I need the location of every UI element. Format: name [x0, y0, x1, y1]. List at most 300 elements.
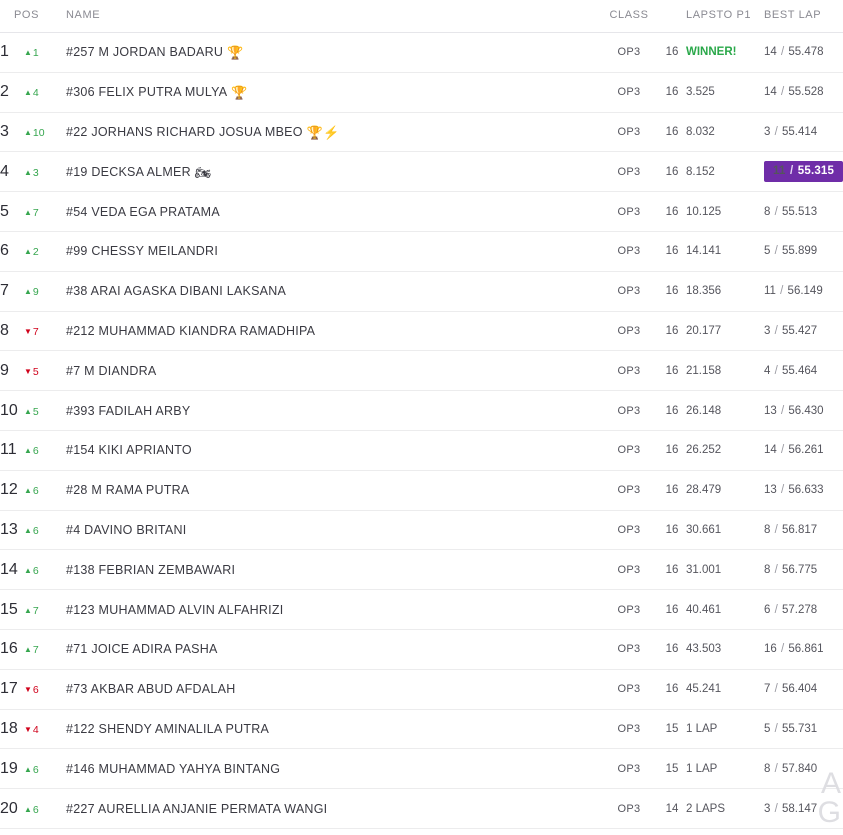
- cell-name: [66, 112, 600, 152]
- cell-best-lap: [764, 311, 843, 351]
- cell-gap-to-p1: 10.125: [686, 192, 764, 232]
- best-lap-separator: /: [786, 165, 797, 178]
- best-lap-number: 6: [764, 603, 771, 616]
- best-lap-separator: /: [771, 603, 781, 616]
- best-lap-value: [764, 405, 824, 417]
- driver-name: #22 JORHANS RICHARD JOSUA MBEO: [66, 124, 303, 139]
- best-lap-number: 14: [764, 46, 777, 59]
- cell-gap-to-p1: 3.525: [686, 72, 764, 112]
- arrow-down-icon: ▼: [24, 366, 32, 376]
- table-row[interactable]: [0, 311, 843, 351]
- best-lap-number: 8: [764, 563, 771, 576]
- cell-position: [0, 629, 66, 669]
- table-row[interactable]: [0, 271, 843, 311]
- best-lap-number: 11: [773, 165, 786, 178]
- position-number: 20: [0, 799, 18, 817]
- cell-gap-to-p1: 1 LAP: [686, 709, 764, 749]
- cell-name: [66, 271, 600, 311]
- column-header-laps[interactable]: [658, 0, 686, 33]
- cell-laps: 16: [658, 271, 686, 311]
- best-lap-time: 56.775: [782, 563, 818, 576]
- best-lap-number: 4: [764, 364, 771, 377]
- cell-gap-to-p1: 26.148: [686, 391, 764, 431]
- best-lap-number: 11: [764, 285, 776, 298]
- best-lap-separator: /: [771, 523, 781, 536]
- position-loss-indicator: [24, 724, 39, 736]
- position-number: 6: [0, 242, 9, 260]
- cell-class: OP3: [600, 709, 658, 749]
- cell-laps: 14: [658, 789, 686, 829]
- position-gain-indicator: [24, 167, 39, 179]
- cell-class: OP3: [600, 629, 658, 669]
- best-lap-time: 55.464: [782, 364, 818, 377]
- driver-badge-icon: 🏆: [227, 45, 244, 61]
- table-row[interactable]: [0, 430, 843, 470]
- arrow-up-icon: ▲: [24, 48, 32, 58]
- cell-best-lap: [764, 430, 843, 470]
- cell-gap-to-p1: 43.503: [686, 629, 764, 669]
- best-lap-separator: /: [771, 245, 781, 258]
- table-row[interactable]: [0, 590, 843, 630]
- cell-class: OP3: [600, 669, 658, 709]
- best-lap-value: [764, 564, 817, 576]
- table-row[interactable]: [0, 192, 843, 232]
- position-number: 1: [0, 43, 9, 61]
- position-delta-value: 5: [32, 405, 39, 418]
- cell-gap-to-p1: 18.356: [686, 271, 764, 311]
- cell-class: OP3: [600, 550, 658, 590]
- column-header-lapsto-p1[interactable]: LAPSTO P1: [686, 0, 764, 33]
- best-lap-value: [764, 604, 817, 616]
- position-delta-value: 10: [32, 126, 45, 139]
- best-lap-number: 13: [764, 484, 777, 497]
- position-number: 12: [0, 481, 18, 499]
- cell-best-lap: [764, 789, 843, 829]
- cell-best-lap: [764, 152, 843, 192]
- position-number: 3: [0, 122, 9, 140]
- cell-class: OP3: [600, 72, 658, 112]
- best-lap-separator: /: [777, 404, 788, 417]
- best-lap-time: 56.404: [782, 683, 818, 696]
- arrow-up-icon: ▲: [24, 207, 32, 217]
- cell-class: OP3: [600, 192, 658, 232]
- position-number: 5: [0, 202, 9, 220]
- position-delta-value: 7: [32, 644, 39, 657]
- cell-class: OP3: [600, 590, 658, 630]
- cell-best-lap: [764, 72, 843, 112]
- arrow-up-icon: ▲: [24, 764, 32, 774]
- cell-best-lap: [764, 33, 843, 73]
- best-lap-time: 56.817: [782, 523, 818, 536]
- driver-name: #212 MUHAMMAD KIANDRA RAMADHIPA: [66, 323, 316, 338]
- best-lap-separator: /: [777, 86, 788, 99]
- cell-best-lap: [764, 550, 843, 590]
- cell-laps: 15: [658, 709, 686, 749]
- best-lap-value: [764, 46, 824, 58]
- column-header-class[interactable]: CLASS: [600, 0, 658, 33]
- cell-gap-to-p1: 8.152: [686, 152, 764, 192]
- cell-best-lap: [764, 590, 843, 630]
- best-lap-value: [764, 524, 817, 536]
- position-number: 7: [0, 282, 9, 300]
- cell-position: [0, 311, 66, 351]
- best-lap-number: 14: [764, 444, 777, 457]
- cell-name: [66, 749, 600, 789]
- best-lap-number: 3: [764, 324, 771, 337]
- arrow-up-icon: ▲: [24, 525, 32, 535]
- position-number: 14: [0, 560, 18, 578]
- best-lap-separator: /: [777, 444, 788, 457]
- best-lap-number: 3: [764, 802, 771, 815]
- cell-position: [0, 550, 66, 590]
- driver-name: #7 M DIANDRA: [66, 363, 157, 378]
- cell-best-lap: [764, 231, 843, 271]
- position-gain-indicator: [24, 485, 39, 497]
- table-header: [0, 0, 843, 33]
- position-number: 10: [0, 401, 18, 419]
- best-lap-time: 55.315: [797, 165, 835, 178]
- best-lap-time: 57.278: [782, 603, 818, 616]
- best-lap-value: [764, 285, 823, 297]
- table-row[interactable]: [0, 669, 843, 709]
- cell-class: OP3: [600, 271, 658, 311]
- position-number: 11: [0, 441, 17, 459]
- best-lap-value: [764, 325, 817, 337]
- position-gain-indicator: [24, 286, 39, 298]
- position-delta-value: 6: [32, 524, 39, 537]
- cell-position: [0, 430, 66, 470]
- cell-name: [66, 231, 600, 271]
- table-row[interactable]: [0, 72, 843, 112]
- position-number: 9: [0, 361, 9, 379]
- arrow-up-icon: ▲: [24, 406, 32, 416]
- best-lap-time: 55.731: [782, 722, 818, 735]
- best-lap-time: 55.513: [782, 205, 818, 218]
- table-row[interactable]: [0, 550, 843, 590]
- cell-laps: 16: [658, 391, 686, 431]
- cell-gap-to-p1: 45.241: [686, 669, 764, 709]
- best-lap-time: 55.899: [782, 245, 818, 258]
- cell-best-lap: [764, 510, 843, 550]
- table-row[interactable]: [0, 510, 843, 550]
- table-row[interactable]: [0, 391, 843, 431]
- arrow-up-icon: ▲: [24, 446, 32, 456]
- best-lap-separator: /: [771, 563, 781, 576]
- best-lap-separator: /: [776, 285, 787, 298]
- cell-best-lap: [764, 470, 843, 510]
- best-lap-value: [764, 683, 817, 695]
- position-loss-indicator: [24, 684, 39, 696]
- arrow-up-icon: ▲: [24, 605, 32, 615]
- driver-name: #393 FADILAH ARBY: [66, 403, 191, 418]
- best-lap-time: 55.427: [782, 324, 818, 337]
- table-row[interactable]: [0, 33, 843, 73]
- position-delta-value: 6: [32, 803, 39, 816]
- cell-laps: 16: [658, 629, 686, 669]
- cell-position: [0, 391, 66, 431]
- cell-best-lap: [764, 271, 843, 311]
- best-lap-time: 55.414: [782, 125, 818, 138]
- best-lap-separator: /: [777, 643, 788, 656]
- position-gain-indicator: [24, 565, 39, 577]
- cell-gap-to-p1: 8.032: [686, 112, 764, 152]
- position-gain-indicator: [24, 644, 39, 656]
- cell-laps: 16: [658, 430, 686, 470]
- cell-best-lap: [764, 112, 843, 152]
- best-lap-number: 7: [764, 683, 771, 696]
- table-row[interactable]: [0, 231, 843, 271]
- cell-laps: 16: [658, 152, 686, 192]
- cell-gap-to-p1: 40.461: [686, 590, 764, 630]
- best-lap-value: [764, 723, 817, 735]
- cell-class: OP3: [600, 311, 658, 351]
- cell-name: [66, 311, 600, 351]
- best-lap-separator: /: [771, 364, 781, 377]
- position-gain-indicator: [24, 127, 45, 139]
- position-gain-indicator: [24, 445, 39, 457]
- cell-class: OP3: [600, 789, 658, 829]
- best-lap-separator: /: [771, 205, 781, 218]
- cell-laps: 16: [658, 470, 686, 510]
- position-number: 17: [0, 680, 18, 698]
- cell-position: [0, 33, 66, 73]
- best-lap-time: 56.861: [788, 643, 824, 656]
- position-number: 13: [0, 520, 18, 538]
- cell-position: [0, 510, 66, 550]
- cell-best-lap: [764, 669, 843, 709]
- best-lap-number: 8: [764, 523, 771, 536]
- position-delta-value: 6: [32, 445, 39, 458]
- best-lap-separator: /: [771, 683, 781, 696]
- cell-name: [66, 789, 600, 829]
- column-header-best-lap[interactable]: BEST LAP: [764, 0, 843, 33]
- cell-gap-to-p1: 2 LAPS: [686, 789, 764, 829]
- watermark-line-2: G: [817, 795, 841, 829]
- driver-badge-icon: 🏍: [194, 164, 212, 180]
- cell-position: [0, 112, 66, 152]
- position-gain-indicator: [24, 246, 39, 258]
- position-delta-value: 6: [32, 684, 39, 697]
- cell-winner-status: WINNER!: [686, 33, 764, 73]
- driver-name: #28 M RAMA PUTRA: [66, 483, 190, 498]
- cell-position: [0, 709, 66, 749]
- position-delta-value: 6: [32, 485, 39, 498]
- cell-laps: 15: [658, 749, 686, 789]
- best-lap-value: [764, 86, 824, 98]
- best-lap-separator: /: [771, 324, 781, 337]
- cell-class: OP3: [600, 112, 658, 152]
- position-loss-indicator: [24, 366, 39, 378]
- cell-class: OP3: [600, 510, 658, 550]
- cell-position: [0, 749, 66, 789]
- cell-name: [66, 192, 600, 232]
- best-lap-separator: /: [777, 46, 788, 59]
- column-header-name[interactable]: NAME: [66, 0, 600, 33]
- best-lap-value: [764, 484, 824, 496]
- cell-laps: 16: [658, 590, 686, 630]
- cell-class: OP3: [600, 231, 658, 271]
- best-lap-value: [764, 206, 817, 218]
- arrow-up-icon: ▲: [24, 486, 32, 496]
- table-row[interactable]: [0, 152, 843, 192]
- cell-laps: 16: [658, 192, 686, 232]
- best-lap-time: 56.430: [788, 404, 824, 417]
- cell-best-lap: [764, 709, 843, 749]
- cell-name: [66, 33, 600, 73]
- position-gain-indicator: [24, 804, 39, 816]
- best-lap-number: 5: [764, 722, 771, 735]
- arrow-up-icon: ▲: [24, 167, 32, 177]
- position-delta-value: 1: [32, 47, 39, 60]
- cell-laps: 16: [658, 351, 686, 391]
- watermark-line-1: A: [820, 767, 841, 800]
- cell-name: [66, 430, 600, 470]
- driver-badge-icon: 🏆⚡: [306, 124, 340, 140]
- position-delta-value: 5: [32, 365, 39, 378]
- driver-name: #154 KIKI APRIANTO: [66, 443, 192, 458]
- cell-best-lap: [764, 391, 843, 431]
- driver-name: #71 JOICE ADIRA PASHA: [66, 642, 218, 657]
- best-lap-separator: /: [771, 722, 781, 735]
- cell-laps: 16: [658, 231, 686, 271]
- cell-position: [0, 669, 66, 709]
- best-lap-number: 5: [764, 245, 771, 258]
- position-number: 18: [0, 719, 18, 737]
- position-delta-value: 9: [32, 286, 39, 299]
- driver-name: #257 M JORDAN BADARU: [66, 45, 224, 60]
- table-row[interactable]: [0, 789, 843, 829]
- best-lap-number: 13: [764, 404, 777, 417]
- cell-class: OP3: [600, 470, 658, 510]
- cell-gap-to-p1: 31.001: [686, 550, 764, 590]
- cell-best-lap: [764, 192, 843, 232]
- arrow-up-icon: ▲: [24, 247, 32, 257]
- driver-name: #306 FELIX PUTRA MULYA: [66, 85, 228, 100]
- best-lap-value: [764, 444, 824, 456]
- position-delta-value: 6: [32, 763, 39, 776]
- position-gain-indicator: [24, 87, 39, 99]
- position-delta-value: 4: [32, 723, 39, 736]
- table-row[interactable]: [0, 629, 843, 669]
- cell-laps: 16: [658, 311, 686, 351]
- position-delta-value: 4: [32, 87, 39, 100]
- arrow-up-icon: ▲: [24, 127, 32, 137]
- cell-best-lap: [764, 351, 843, 391]
- position-gain-indicator: [24, 605, 39, 617]
- cell-class: OP3: [600, 351, 658, 391]
- position-gain-indicator: [24, 406, 39, 418]
- driver-name: #19 DECKSA ALMER: [66, 164, 191, 179]
- position-number: 15: [0, 600, 18, 618]
- table-row[interactable]: [0, 749, 843, 789]
- driver-badge-icon: 🏆: [231, 85, 248, 101]
- driver-name: #38 ARAI AGASKA DIBANI LAKSANA: [66, 284, 287, 299]
- cell-position: [0, 590, 66, 630]
- cell-position: [0, 231, 66, 271]
- best-lap-number: 8: [764, 205, 771, 218]
- cell-laps: 16: [658, 550, 686, 590]
- position-number: 8: [0, 321, 9, 339]
- best-lap-separator: /: [771, 802, 781, 815]
- cell-position: [0, 789, 66, 829]
- cell-position: [0, 271, 66, 311]
- position-gain-indicator: [24, 525, 39, 537]
- table-row[interactable]: [0, 470, 843, 510]
- cell-position: [0, 152, 66, 192]
- arrow-up-icon: ▲: [24, 645, 32, 655]
- best-lap-time: 56.261: [788, 444, 824, 457]
- best-lap-time: 58.147: [782, 802, 818, 815]
- table-row[interactable]: [0, 112, 843, 152]
- driver-name: #122 SHENDY AMINALILA PUTRA: [66, 721, 270, 736]
- position-number: 19: [0, 759, 18, 777]
- best-lap-value: [764, 803, 817, 815]
- cell-gap-to-p1: 30.661: [686, 510, 764, 550]
- cell-laps: 16: [658, 669, 686, 709]
- best-lap-number: 14: [764, 86, 777, 99]
- cell-class: OP3: [600, 391, 658, 431]
- arrow-up-icon: ▲: [24, 88, 32, 98]
- table-row[interactable]: [0, 351, 843, 391]
- cell-gap-to-p1: 20.177: [686, 311, 764, 351]
- best-lap-time: 56.633: [788, 484, 824, 497]
- position-delta-value: 3: [32, 166, 39, 179]
- position-loss-indicator: [24, 326, 39, 338]
- position-delta-value: 6: [32, 564, 39, 577]
- cell-gap-to-p1: 14.141: [686, 231, 764, 271]
- best-lap-value: [764, 365, 817, 377]
- best-lap-value: [764, 763, 817, 775]
- cell-name: [66, 152, 600, 192]
- cell-name: [66, 470, 600, 510]
- arrow-down-icon: ▼: [24, 724, 32, 734]
- fastest-lap-highlight: [764, 161, 843, 182]
- cell-gap-to-p1: 1 LAP: [686, 749, 764, 789]
- driver-name: #99 CHESSY MEILANDRI: [66, 244, 219, 259]
- cell-best-lap: [764, 629, 843, 669]
- position-number: 2: [0, 83, 9, 101]
- table-row[interactable]: [0, 709, 843, 749]
- column-header-pos[interactable]: POS: [0, 0, 66, 33]
- cell-laps: 16: [658, 72, 686, 112]
- best-lap-time: 57.840: [782, 762, 818, 775]
- cell-position: [0, 192, 66, 232]
- position-delta-value: 7: [32, 206, 39, 219]
- cell-laps: 16: [658, 112, 686, 152]
- cell-class: OP3: [600, 33, 658, 73]
- best-lap-number: 3: [764, 125, 771, 138]
- cell-class: OP3: [600, 430, 658, 470]
- position-delta-value: 2: [32, 246, 39, 259]
- cell-name: [66, 590, 600, 630]
- best-lap-value: [764, 245, 817, 257]
- cell-gap-to-p1: 21.158: [686, 351, 764, 391]
- cell-best-lap: [764, 749, 843, 789]
- cell-name: [66, 510, 600, 550]
- best-lap-separator: /: [771, 125, 781, 138]
- driver-name: #123 MUHAMMAD ALVIN ALFAHRIZI: [66, 602, 284, 617]
- cell-class: OP3: [600, 749, 658, 789]
- table-header-row: [0, 0, 843, 33]
- cell-laps: 16: [658, 510, 686, 550]
- cell-position: [0, 470, 66, 510]
- cell-name: [66, 669, 600, 709]
- position-gain-indicator: [24, 764, 39, 776]
- cell-position: [0, 351, 66, 391]
- cell-gap-to-p1: 26.252: [686, 430, 764, 470]
- best-lap-separator: /: [777, 484, 788, 497]
- driver-name: #73 AKBAR ABUD AFDALAH: [66, 682, 236, 697]
